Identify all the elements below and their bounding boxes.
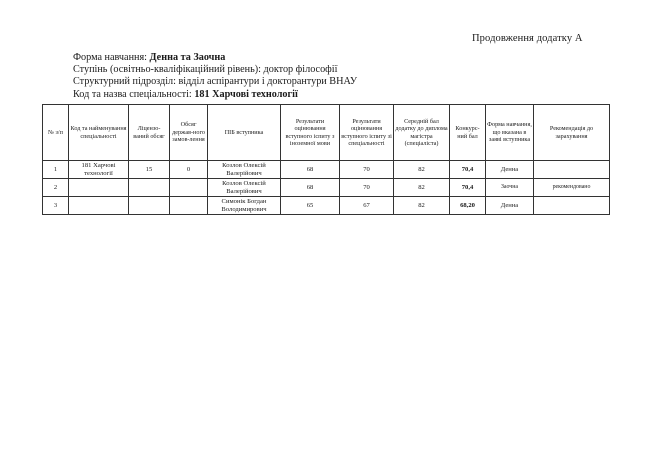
cell-applicant-name: Козлов Олексій Валерійович — [208, 161, 281, 179]
cell-number: 3 — [43, 197, 69, 215]
cell-diploma-average: 82 — [394, 161, 450, 179]
col-header-applicant-name: ПІБ вступника — [208, 105, 281, 161]
cell-applicant-name: Козлов Олексій Валерійович — [208, 179, 281, 197]
applicants-table — [42, 104, 610, 215]
cell-specialty — [69, 197, 129, 215]
specialty-label: Код та назва спеціальності: — [73, 88, 195, 100]
table-row — [43, 161, 610, 179]
col-header-state-order: Обсяг держав-ного замов-лення — [170, 105, 208, 161]
cell-competitive-score: 70,4 — [450, 179, 486, 197]
col-header-competitive-score: Конкурс-ний бал — [450, 105, 486, 161]
study-form-line — [73, 52, 357, 64]
cell-licensed — [129, 179, 170, 197]
cell-specialty-exam: 70 — [340, 161, 394, 179]
cell-state-order — [170, 179, 208, 197]
cell-specialty: 181 Харчові технології — [69, 161, 129, 179]
col-header-licensed: Ліцензо-ваний обсяг — [129, 105, 170, 161]
cell-study-form: Денна — [486, 161, 534, 179]
cell-specialty-exam: 70 — [340, 179, 394, 197]
degree-line: Ступінь (освітньо-кваліфікаційний рівень): доктор філософії — [73, 64, 338, 76]
department-line: Структурний підрозділ: відділ аспірантури і докторантури ВНАУ — [73, 76, 358, 88]
cell-licensed: 15 — [129, 161, 170, 179]
appendix-label: Продовження додатку А — [472, 33, 583, 44]
study-form-value: Денна та Заочна — [149, 52, 226, 63]
col-header-number: № з/п — [43, 105, 69, 161]
document-header — [73, 52, 357, 101]
col-header-language-exam: Результати оцінювання вступного іспиту з іноземної мови — [281, 105, 340, 161]
cell-study-form: Заочна — [486, 179, 534, 197]
cell-number: 2 — [43, 179, 69, 197]
specialty-value: 181 Харчові технології — [194, 88, 298, 100]
cell-recommendation — [534, 161, 610, 179]
cell-competitive-score: 70,4 — [450, 161, 486, 179]
col-header-diploma-average: Середній бал додатку до диплома магістра (спеціаліста) — [394, 105, 450, 161]
cell-study-form: Денна — [486, 197, 534, 215]
specialty-line — [73, 89, 357, 101]
cell-number: 1 — [43, 161, 69, 179]
col-header-specialty-exam: Результати оцінювання вступного іспиту зі спеціальності — [340, 105, 394, 161]
cell-competitive-score: 68,20 — [450, 197, 486, 215]
cell-recommendation — [534, 197, 610, 215]
col-header-study-form: Форма навчання, що вказана в заяві вступника — [486, 105, 534, 161]
cell-state-order: 0 — [170, 161, 208, 179]
col-header-specialty: Код та найменування спеціальності — [69, 105, 129, 161]
cell-language-exam: 68 — [281, 161, 340, 179]
cell-licensed — [129, 197, 170, 215]
cell-diploma-average: 82 — [394, 179, 450, 197]
table-header-row — [43, 105, 610, 161]
cell-state-order — [170, 197, 208, 215]
cell-applicant-name: Симонік Богдан Володимирович — [208, 197, 281, 215]
cell-language-exam: 65 — [281, 197, 340, 215]
cell-specialty — [69, 179, 129, 197]
table-row — [43, 197, 610, 215]
cell-language-exam: 68 — [281, 179, 340, 197]
col-header-recommendation: Рекомендація до зарахування — [534, 105, 610, 161]
cell-diploma-average: 82 — [394, 197, 450, 215]
study-form-label: Форма навчання: — [73, 52, 150, 63]
cell-recommendation: рекомендовано — [534, 179, 610, 197]
cell-specialty-exam: 67 — [340, 197, 394, 215]
table-row — [43, 179, 610, 197]
